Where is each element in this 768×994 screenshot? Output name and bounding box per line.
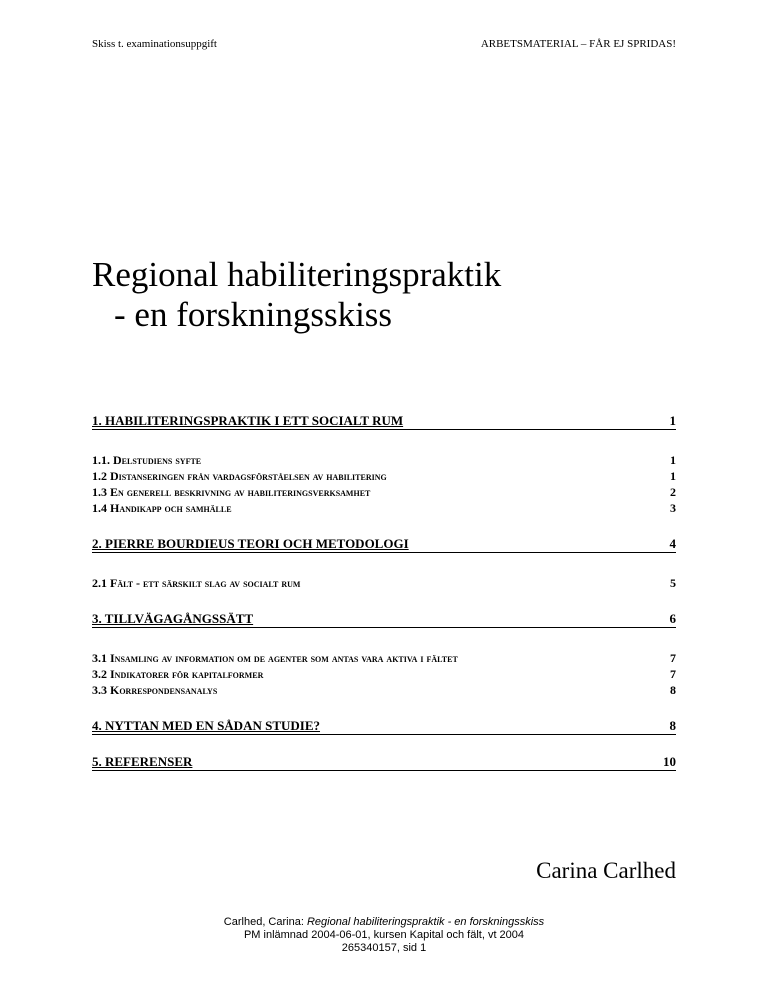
toc-entry-5[interactable] [92, 754, 676, 771]
title-line-2: - en forskningsskiss [114, 295, 393, 334]
toc-label: 1.2 Distanseringen från vardagsförståelsen av habilitering [92, 469, 387, 483]
toc-entry-3[interactable] [92, 611, 676, 628]
toc-page: 5 [670, 576, 676, 590]
toc-label: 5. REFERENSER [92, 754, 193, 769]
toc-page: 1 [670, 453, 676, 467]
toc-entry-3-3[interactable] [92, 682, 676, 698]
author-name: Carina Carlhed [536, 858, 676, 883]
toc-entry-1-3[interactable] [92, 484, 676, 500]
toc-entry-3-2[interactable] [92, 666, 676, 682]
toc-entry-1[interactable] [92, 413, 676, 430]
toc-page: 4 [669, 536, 676, 551]
toc-entry-1-2[interactable] [92, 468, 676, 484]
footer-title: Regional habiliteringspraktik - en forskningsskiss [306, 916, 545, 928]
toc-label: 1. HABILITERINGSPRAKTIK I ETT SOCIALT RUM [92, 413, 404, 428]
toc-page: 7 [670, 651, 676, 665]
toc-page: 1 [670, 469, 676, 483]
toc-label: 2.1 Fält - ett särskilt slag av socialt rum [92, 576, 301, 590]
document-title [92, 255, 501, 335]
toc-page: 7 [670, 667, 676, 681]
toc-label: 2. PIERRE BOURDIEUS TEORI OCH METODOLOGI [92, 536, 409, 551]
toc-label: 4. NYTTAN MED EN SÅDAN STUDIE? [92, 718, 321, 733]
toc-label: 1.1. Delstudiens syfte [92, 453, 202, 467]
header-left-text: Skiss t. examinationsuppgift [92, 38, 217, 50]
toc-label: 3.2 Indikatorer för kapitalformer [92, 667, 264, 681]
footer-line-1 [0, 916, 768, 929]
toc-label: 3.1 Insamling av information om de agenter som antas vara aktiva i fältet [92, 651, 458, 665]
toc-page: 3 [670, 501, 676, 515]
toc-label: 1.3 En generell beskrivning av habiliteringsverksamhet [92, 485, 371, 499]
page-footer [0, 916, 768, 955]
title-line-1: Regional habiliteringspraktik [92, 255, 502, 294]
toc-label: 1.4 Handikapp och samhälle [92, 501, 232, 515]
toc-label: 3.3 Korrespondensanalys [92, 683, 218, 697]
toc-page: 10 [663, 754, 676, 769]
toc-entry-3-1[interactable] [92, 650, 676, 666]
header-right-text: ARBETSMATERIAL – FÅR EJ SPRIDAS! [480, 38, 676, 50]
footer-author: Carlhed, Carina: [223, 916, 307, 928]
table-of-contents [92, 413, 676, 771]
toc-page: 1 [669, 413, 676, 428]
toc-page: 6 [669, 611, 676, 626]
toc-entry-2[interactable] [92, 536, 676, 553]
toc-entry-1-4[interactable] [92, 500, 676, 516]
toc-entry-4[interactable] [92, 718, 676, 735]
toc-entry-2-1[interactable] [92, 575, 676, 591]
toc-page: 8 [669, 718, 676, 733]
toc-page: 8 [670, 683, 676, 697]
toc-label: 3. TILLVÄGAGÅNGSSÄTT [92, 611, 254, 626]
footer-line-2: PM inlämnad 2004-06-01, kursen Kapital och fält, vt 2004 [243, 929, 525, 941]
toc-page: 2 [670, 485, 676, 499]
toc-entry-1-1[interactable] [92, 452, 676, 468]
footer-line-3: 265340157, sid 1 [341, 942, 427, 954]
